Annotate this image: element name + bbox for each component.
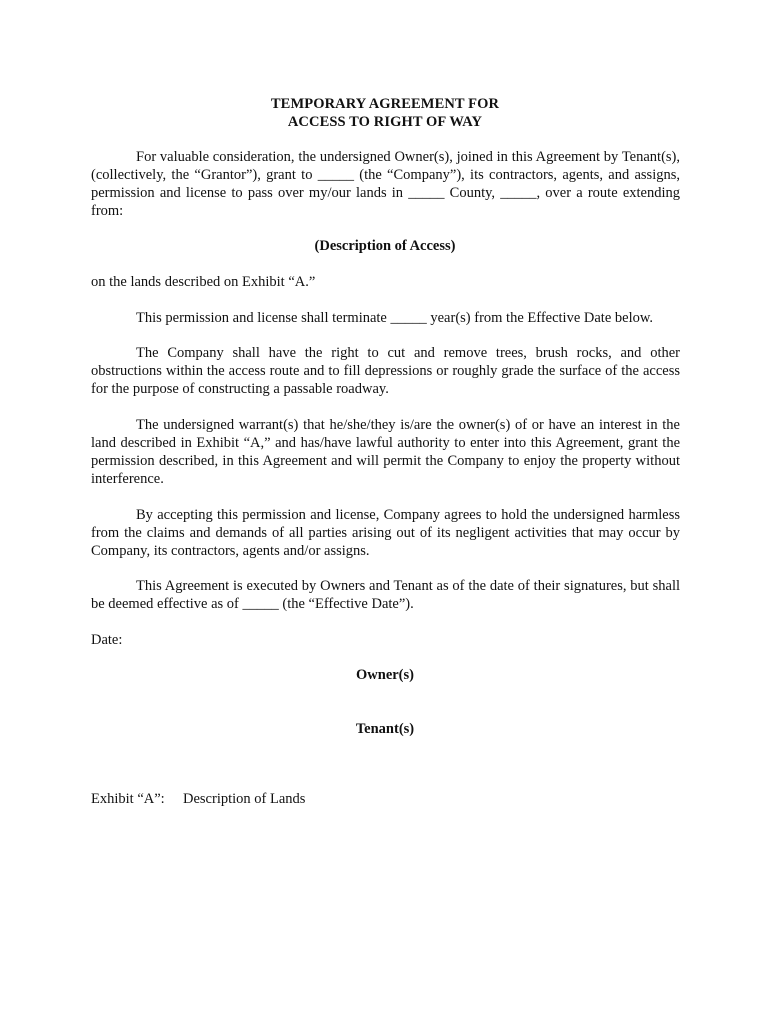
- title-line-1: TEMPORARY AGREEMENT FOR: [270, 96, 500, 112]
- warrant-paragraph: The undersigned warrant(s) that he/she/they is/are the owner(s) of or have an interest in the land described in Exhibit “A,” and has/have lawful authority to enter into this Agreement, grant the permission described, in this Agreement and will permit the Company to enjoy the property without interference.: [91, 417, 680, 487]
- accept-paragraph: By accepting this permission and license, Company agrees to hold the undersigned harmless from the claims and demands of all parties arising out of its negligent activities that may occur by Company, its contractors, agents and/or assigns.: [91, 507, 680, 559]
- description-of-access-heading: (Description of Access): [314, 238, 456, 254]
- terminate-paragraph: This permission and license shall terminate _____ year(s) from the Effective Date below.: [136, 310, 654, 326]
- owners-heading: Owner(s): [356, 667, 414, 683]
- tenants-heading: Tenant(s): [355, 721, 415, 737]
- executed-paragraph: This Agreement is executed by Owners and Tenant as of the date of their signatures, but shall be deemed effective as of _____ (the “Effective Date”).: [91, 578, 680, 612]
- title-line-2: ACCESS TO RIGHT OF WAY: [287, 114, 483, 130]
- date-label: Date:: [91, 632, 123, 648]
- company-rights-paragraph: The Company shall have the right to cut and remove trees, brush rocks, and other obstructions within the access route and to fill depressions or roughly grade the surface of the access for the purpose of constructing a passable roadway.: [91, 345, 680, 397]
- intro-paragraph: For valuable consideration, the undersigned Owner(s), joined in this Agreement by Tenant(s), (collectively, the “Grantor”), grant to _____ (the “Company”), its contractors, agents, and assigns, permission and license to pass over my/our lands in _____ County, _____, over a route extending from:: [91, 149, 680, 219]
- exhibit-a-label: Exhibit “A”:: [91, 791, 165, 807]
- exhibit-a-line: [91, 790, 305, 808]
- exhibit-a-text: Description of Lands: [183, 791, 306, 807]
- exhibit-reference-line: on the lands described on Exhibit “A.”: [91, 274, 316, 290]
